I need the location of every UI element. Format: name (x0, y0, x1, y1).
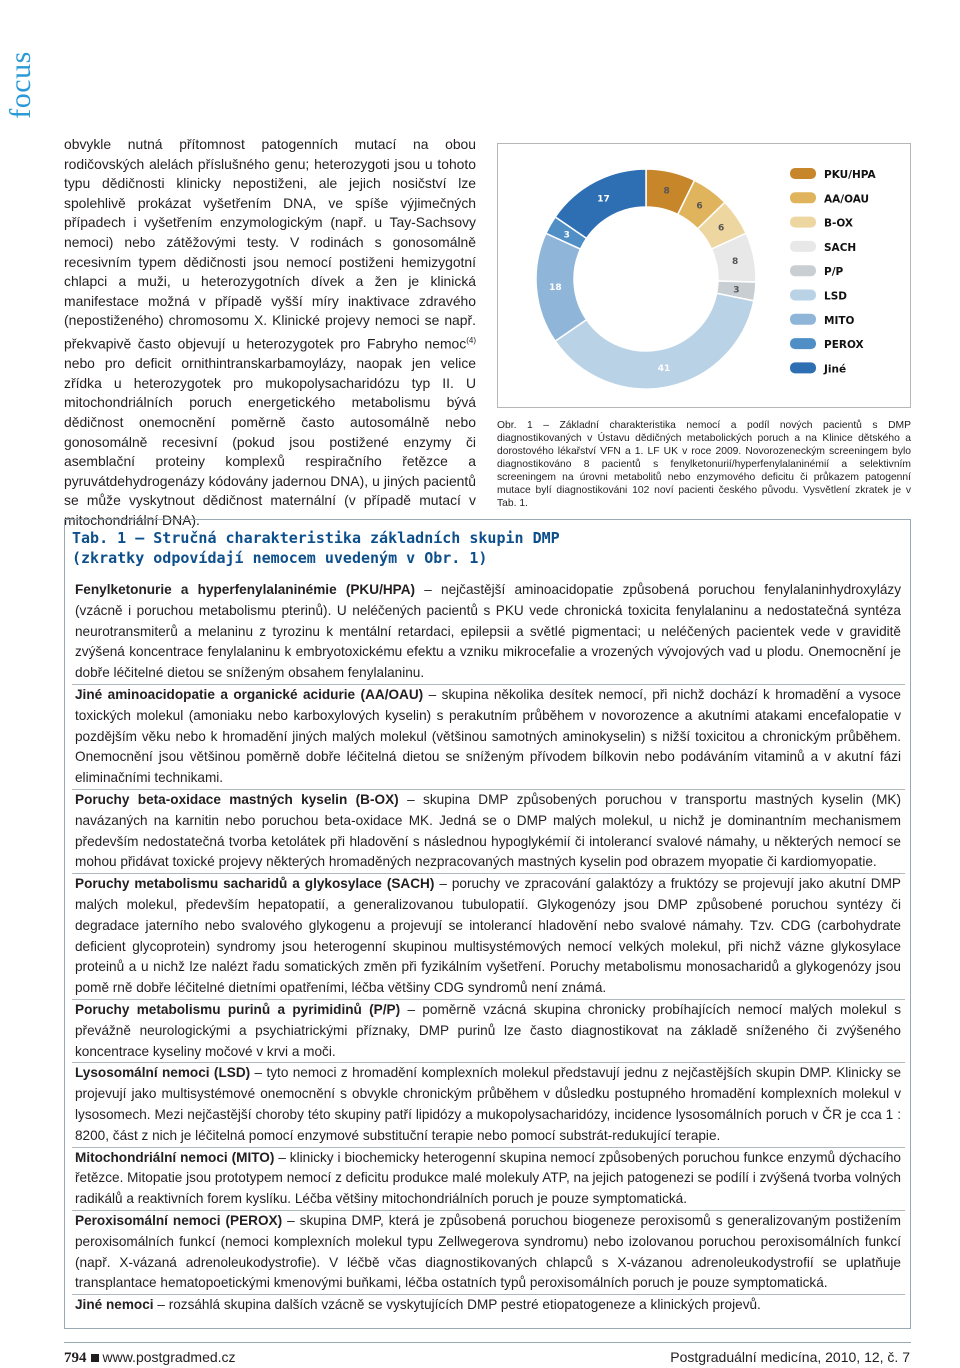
footer-left (64, 1348, 236, 1367)
journal-citation: Postgraduální medicína, 2010, 12, č. 7 (670, 1349, 910, 1365)
slice-value-label: 8 (663, 186, 670, 197)
legend-label: B-OX (824, 217, 854, 230)
table-row (72, 580, 905, 685)
slice-value-label: 41 (657, 364, 671, 375)
body-text-column: obvykle nutná přítomnost patogenních mutací na obou rodičovských alelách příslušného genu; heterozygoti jsou u tohoto typu dědičnosti klinicky nepostiženi, ale jejich nosičství lze spolehlivě prokázat vyšetřením DNA, ve spíše výjimečných případech i vyšetřením enzymologickým (např. u Tay-Sachsovy nemoci) nebo zátěžovými testy. V rodinách s gonosomálně recesivním typem dědičnosti jsou nemocí postiženi hemizygotní chlapci a muži, u heterozygotních dívek a žen je klinická manifestace možná v případě vyšší míry inaktivace zdravého (nepostiženého) chromosomu X. Klinické projevy nemoci se např. překvapivě často objevují u heterozygotek pro Fabryho nemoc$^{(4)}$ nebo pro deficit ornithintranskarbamoylázy, naopak jen velice zřídka u heterozygotek pro mukopolysacharidózu typ II. U mitochondriálních poruch energetického metabolismu bývá dědičnost onemocnění poměrně často autosomálně nebo gonosomálně recesivní (pokud jsou postižené enzymy či asemblační proteiny komplexů respiračního řetězce a pyruvátdehydrogenázy kódovány jadernou DNA), u jiných pacientů se může vyskytnout dědičnost maternální (v případě mutací v mitochondriální DNA). (64, 136, 476, 528)
table-row (72, 1148, 905, 1211)
table-row (72, 1000, 905, 1063)
legend-label: PEROX (824, 339, 864, 352)
row-heading: Mitochondriální nemoci (MITO) (75, 1149, 275, 1165)
row-heading: Peroxisomální nemoci (PEROX) (75, 1212, 283, 1228)
legend-swatch (790, 265, 816, 276)
row-heading: Jiné nemoci (75, 1297, 154, 1313)
legend-swatch (790, 290, 816, 301)
table-title-line-1: Tab. 1 – Stručná charakteristika základních skupin DMP (72, 529, 560, 547)
legend-label: SACH (824, 241, 857, 254)
legend-label: Jiné (824, 363, 847, 376)
table-row (72, 685, 905, 790)
legend-swatch (790, 192, 816, 203)
table-title-line-2: (zkratky odpovídají nemocem uvedeným v Obr. 1) (72, 549, 488, 567)
slice-value-label: 6 (717, 223, 725, 234)
row-text: – skupina několika desítek nemocí, při nichž dochází k hromadění a vysoce toxických molekul (amoniaku nebo karboxylových kyselin) s perakutním průběhem v novorozence a akutními atakami encefalopatie v pozdějším věku nebo k hromadění jiných malých molekul (většinou samotných aminokyselin) s nižší toxicitou a chronickým průběhem. Onemocnění jsou většinou poměrně dobře léčitelná dietou se sníženým přívodem bílkovin nebo podáváním vitaminů a v akutní fázi eliminačními technikami. (75, 686, 901, 786)
table-row (72, 1063, 905, 1147)
legend-swatch (790, 338, 816, 349)
row-text: – tyto nemoci z hromadění komplexních molekul představují jednu z nejčastějších skupin DMP. Klinicky se projevují jako multisystémové onemocnění s obvykle chronickým průběhem v důsledku postupného hromadění komplexních molekul v lysosomech. Mezi nejčastější choroby této skupiny patří lipidózy a mukopolysacharidózy, incidence lysosomálních poruch v ČR je cca 1 : 8200, část z nich je léčitelná pomocí enzymové substituční terapie nebo pomocí substrát-redukující terapie. (75, 1065, 902, 1143)
slice-value-label: 8 (732, 256, 739, 267)
row-heading: Lysosomální nemoci (LSD) (75, 1065, 251, 1081)
donut-chart (498, 144, 912, 409)
table-row (72, 1295, 905, 1316)
row-heading: Poruchy beta-oxidace mastných kyselin (B-OX) (75, 791, 399, 807)
page-number: 794 (64, 1350, 87, 1366)
slice-value-label: 3 (563, 230, 570, 241)
table-1 (64, 519, 911, 1329)
table-row (72, 790, 905, 874)
donut-chart-figure (497, 143, 911, 408)
table-row (72, 1211, 905, 1295)
site-url: www.postgradmed.cz (102, 1349, 236, 1365)
table-row (72, 874, 905, 1000)
row-heading: Fenylketonurie a hyperfenylalaninémie (PKU/HPA) (75, 582, 416, 597)
row-heading: Poruchy metabolismu purinů a pyrimidinů (P/P) (75, 1001, 401, 1017)
table-title (72, 528, 902, 568)
row-heading: Poruchy metabolismu sacharidů a glykosylace (SACH) (75, 876, 435, 892)
legend-swatch (790, 362, 816, 373)
legend-label: AA/OAU (824, 193, 870, 206)
figure-caption: Obr. 1 – Základní charakteristika nemocí a podíl nových pacientů s DMP diagnostikovaných v Ústavu dědičných metabolických poruch a na Klinice dětského a dorostového lékařství VFN a 1. LF UK v roce 2009. Novorozeneckým screeningem bylo diagnostikováno 8 pacientů s fenylketonurií/hyperfenylalaninémií a selektivním screeningem na úrovni metabolitů nebo enzymového deficitu či průkazem patogenní mutace bylí diagnostikováni 102 noví pacienti českého původu. Vysvětlení zkratek je v Tab. 1. (497, 420, 911, 509)
row-text: – poruchy ve zpracování galaktózy a fruktózy se projevují jako akutní DMP malých molekul, především hepatopatií, a generalizovanou tubulopatií. Glykogenózy jsou DMP způsobené poruchou syntézy či degradace jaterního nebo svalového glykogenu a projevují se intolerancí hladovění nebo svalové námahy. Tzv. CDG (carbohydrate deficient glycoprotein) syndromy jsou heterogenní skupinou multisystémových nemocí velkých molekul, při nichž vázne glykosylace proteinů a u nichž lze nalézt řadu somatických změn při fyzikálním vyšetření. Poruchy metabolismu monosacharidů a glykogenózy jsou pomě rně dobře léčitelné dietními opatřeními, léčba většiny CDG syndromů není známá. (75, 876, 901, 996)
row-text: – nejčastější aminoacidopatie způsobená poruchou fenylalaninhydroxylázy (vzácně i poruchou metabolismu pterinů). U neléčených pacientů s PKU vede chronická toxicita fenylalaninu a nedostatečná syntéza neurotransmiterů a melaninu z tyrozinu k mentální retardaci, epilepsii a světlé pigmentaci; u neléčených pacientek vede v graviditě zvýšená koncentrace fenylalaninu k embryotoxickému efektu a vzniku mikrocefalie a vrozených vývojových vad u plodu. Onemocnění je dobře léčitelné dietou se sníženým obsahem fenylalaninu. (75, 582, 901, 681)
row-heading: Jiné aminoacidopatie a organické acidurie (AA/OAU) (75, 686, 424, 702)
legend-label: LSD (824, 290, 847, 303)
slice-value-label: 17 (597, 194, 610, 205)
square-bullet-icon (91, 1354, 99, 1362)
legend-label: PKU/HPA (824, 169, 876, 181)
footer-divider (64, 1342, 911, 1343)
row-text: – skupina DMP, která je způsobená poruchou biogeneze peroxisomů s generalizovaným postižením peroxisomálních funkcí (nemoci komplexních molekul typu Zellwegerova syndromu) nebo izolovanou poruchou peroxisomálních funkcí (např. X-vázaná adrenoleukodystrofie). V léčbě včas diagnostikovaných chlapců s X-vázanou adrenoleukodystrofií se uplatňuje transplantace hematopoetickými kmenovými buňkami, léčba ostatních typů peroxisomálních poruch je pouze symptomatická. (75, 1212, 902, 1291)
legend-label: P/P (824, 266, 844, 279)
legend-swatch (790, 314, 816, 325)
row-text: – klinicky i biochemicky heterogenní skupina nemocí způsobených poruchou funkce enzymů dýchacího řetězce. Mitopatie jsou prototypem nemocí z deficitu produkce malé molekuly ATP, na jejich patogenezi se podílí i zvýšená tvorba volných radikálů a reaktivních forem kyslíku. Léčba většiny mitochondriálních poruch je pouze symptomatická. (75, 1149, 901, 1207)
legend-swatch (790, 168, 816, 179)
table-body (72, 580, 905, 1316)
legend-swatch (790, 217, 816, 228)
row-text: – skupina DMP způsobených poruchou v transportu mastných kyselin (MK) navázaných na karnitin nebo poruchou beta-oxidace MK. Jedná se o DMP malých molekul, u nichž je dominantním mechanismem především nedostatečná tvorba ketolátek při hladovění s následnou hypoglykémií či intolerancí svalové námahy, u některých nemocí se mohou přidávat toxické projevy některých hromaděných nezpracovaných mastných kyselin pod obrazem myopatie či kardiomyopatie. (75, 791, 902, 870)
slice-value-label: 18 (549, 282, 562, 293)
slice-value-label: 3 (733, 285, 740, 296)
slice-value-label: 6 (696, 201, 703, 212)
donut-slice-lsd (555, 293, 754, 389)
legend-label: MITO (824, 314, 855, 327)
row-text: – poměrně vzácná skupina chronicky probíhajících nemocí malých molekul s převážně neurologickými a psychiatrickými příznaky, DMP purinů lze často diagnostikovat na základě sníženého či zvýšeného koncentrace kyseliny močové v krvi a moči. (75, 1001, 901, 1059)
legend-swatch (790, 241, 816, 252)
section-label: focus (4, 51, 37, 119)
row-text: – rozsáhlá skupina dalších vzácně se vyskytujících DMP pestré etiopatogeneze a klinických projevů. (153, 1297, 761, 1313)
